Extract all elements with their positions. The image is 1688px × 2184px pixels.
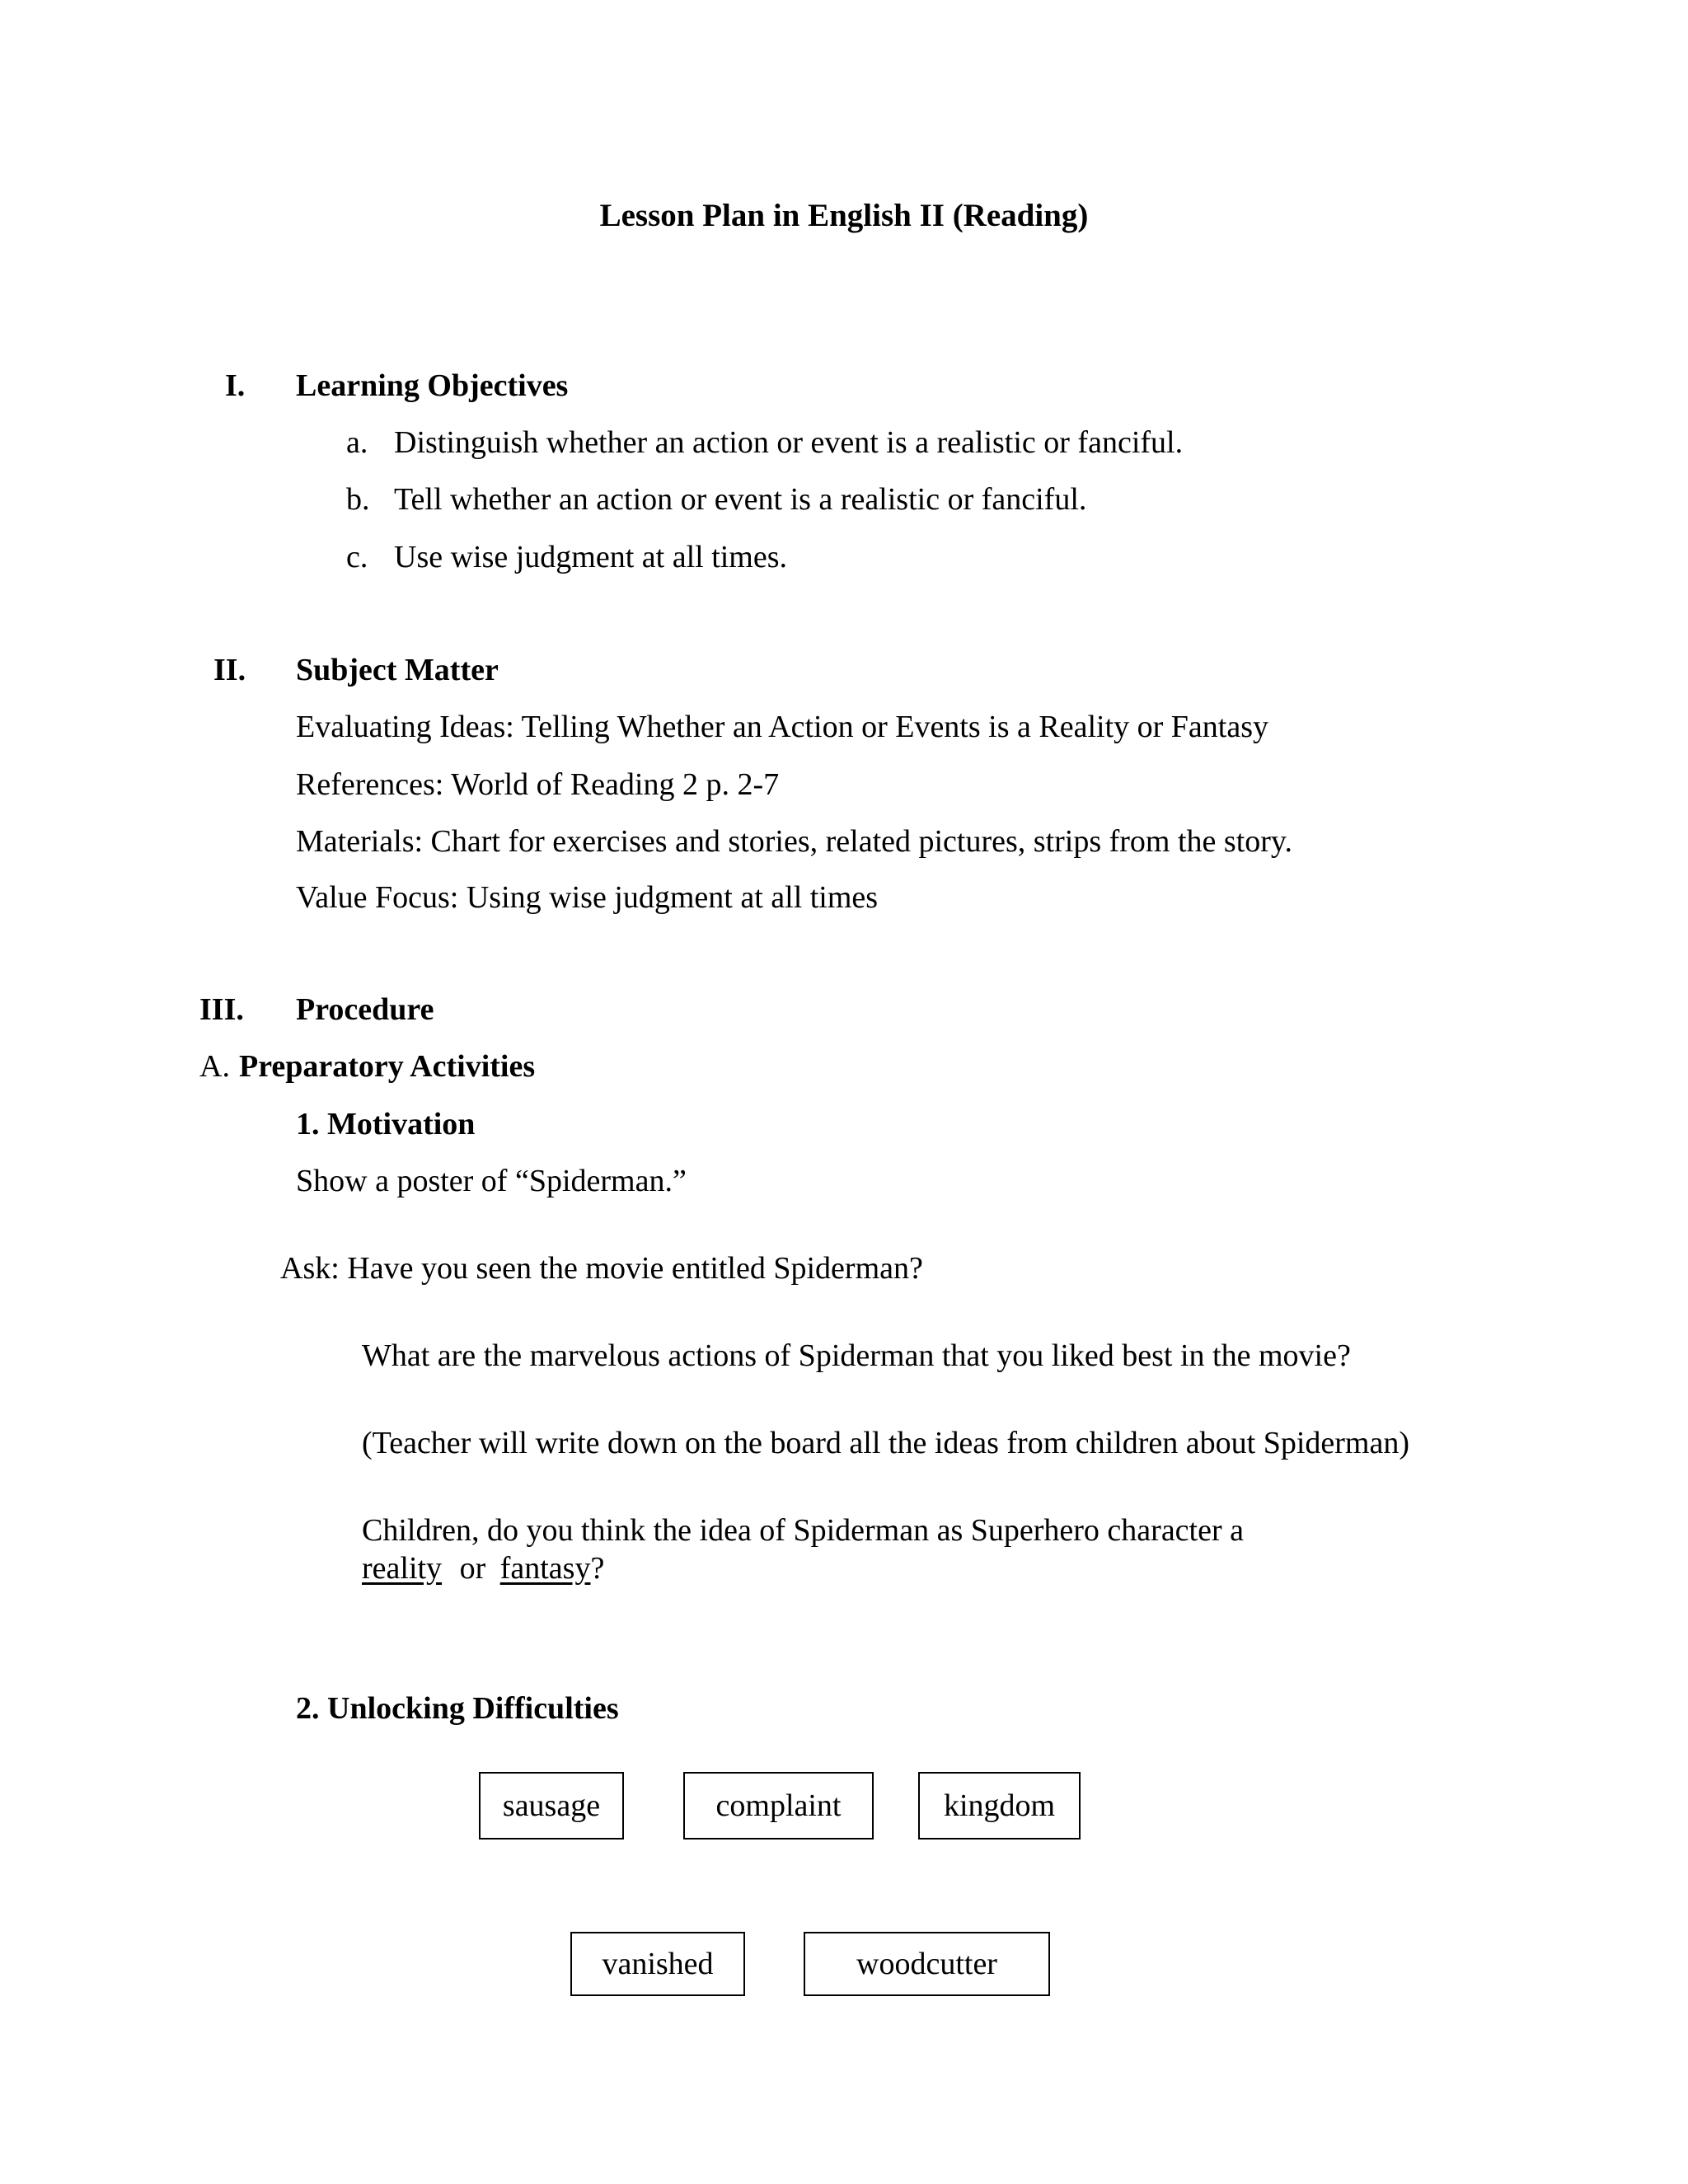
objective-marker-c: c. (346, 540, 368, 574)
subject-line-materials: Materials: Chart for exercises and stories, related pictures, strips from the story. (296, 824, 1292, 859)
unlocking-heading: 2. Unlocking Difficulties (296, 1691, 619, 1726)
question-reality-fantasy-line2 (362, 1553, 604, 1584)
section-1-heading: Learning Objectives (296, 368, 569, 403)
question-marvelous-actions: What are the marvelous actions of Spiderman that you liked best in the movie? (362, 1338, 1351, 1373)
motivation-heading: 1. Motivation (296, 1107, 476, 1141)
word-or: or (459, 1551, 486, 1586)
objective-text-a: Distinguish whether an action or event is a realistic or fanciful. (394, 425, 1184, 460)
ask-line: Ask: Have you seen the movie entitled Spiderman? (280, 1251, 923, 1286)
teacher-note: (Teacher will write down on the board all the ideas from children about Spiderman) (362, 1426, 1409, 1460)
section-3-numeral: III. (199, 992, 244, 1027)
question-reality-fantasy-line1: Children, do you think the idea of Spiderman as Superhero character a (362, 1513, 1244, 1548)
word-box-kingdom: kingdom (918, 1772, 1081, 1840)
sub-a-heading: Preparatory Activities (239, 1049, 536, 1084)
section-1-numeral: I. (225, 368, 246, 403)
objective-marker-a: a. (346, 425, 368, 460)
question-mark: ? (590, 1551, 605, 1586)
subject-line-references: References: World of Reading 2 p. 2-7 (296, 767, 780, 802)
sub-a-marker: A. (199, 1049, 230, 1084)
word-fantasy: fantasy (499, 1551, 591, 1586)
objective-text-b: Tell whether an action or event is a realistic or fanciful. (394, 482, 1087, 517)
section-2-heading: Subject Matter (296, 653, 499, 687)
word-box-sausage: sausage (479, 1772, 624, 1840)
section-3-heading: Procedure (296, 992, 434, 1027)
word-box-woodcutter: woodcutter (804, 1932, 1050, 1996)
section-2-numeral: II. (213, 653, 246, 687)
subject-line-value-focus: Value Focus: Using wise judgment at all times (296, 880, 879, 915)
motivation-text: Show a poster of “Spiderman.” (296, 1164, 687, 1198)
page-title: Lesson Plan in English II (Reading) (599, 198, 1089, 233)
word-box-vanished: vanished (570, 1932, 745, 1996)
word-reality: reality (362, 1551, 443, 1586)
objective-marker-b: b. (346, 482, 370, 517)
objective-text-c: Use wise judgment at all times. (394, 540, 788, 574)
subject-line-topic: Evaluating Ideas: Telling Whether an Action or Events is a Reality or Fantasy (296, 710, 1268, 744)
word-box-complaint: complaint (683, 1772, 874, 1840)
